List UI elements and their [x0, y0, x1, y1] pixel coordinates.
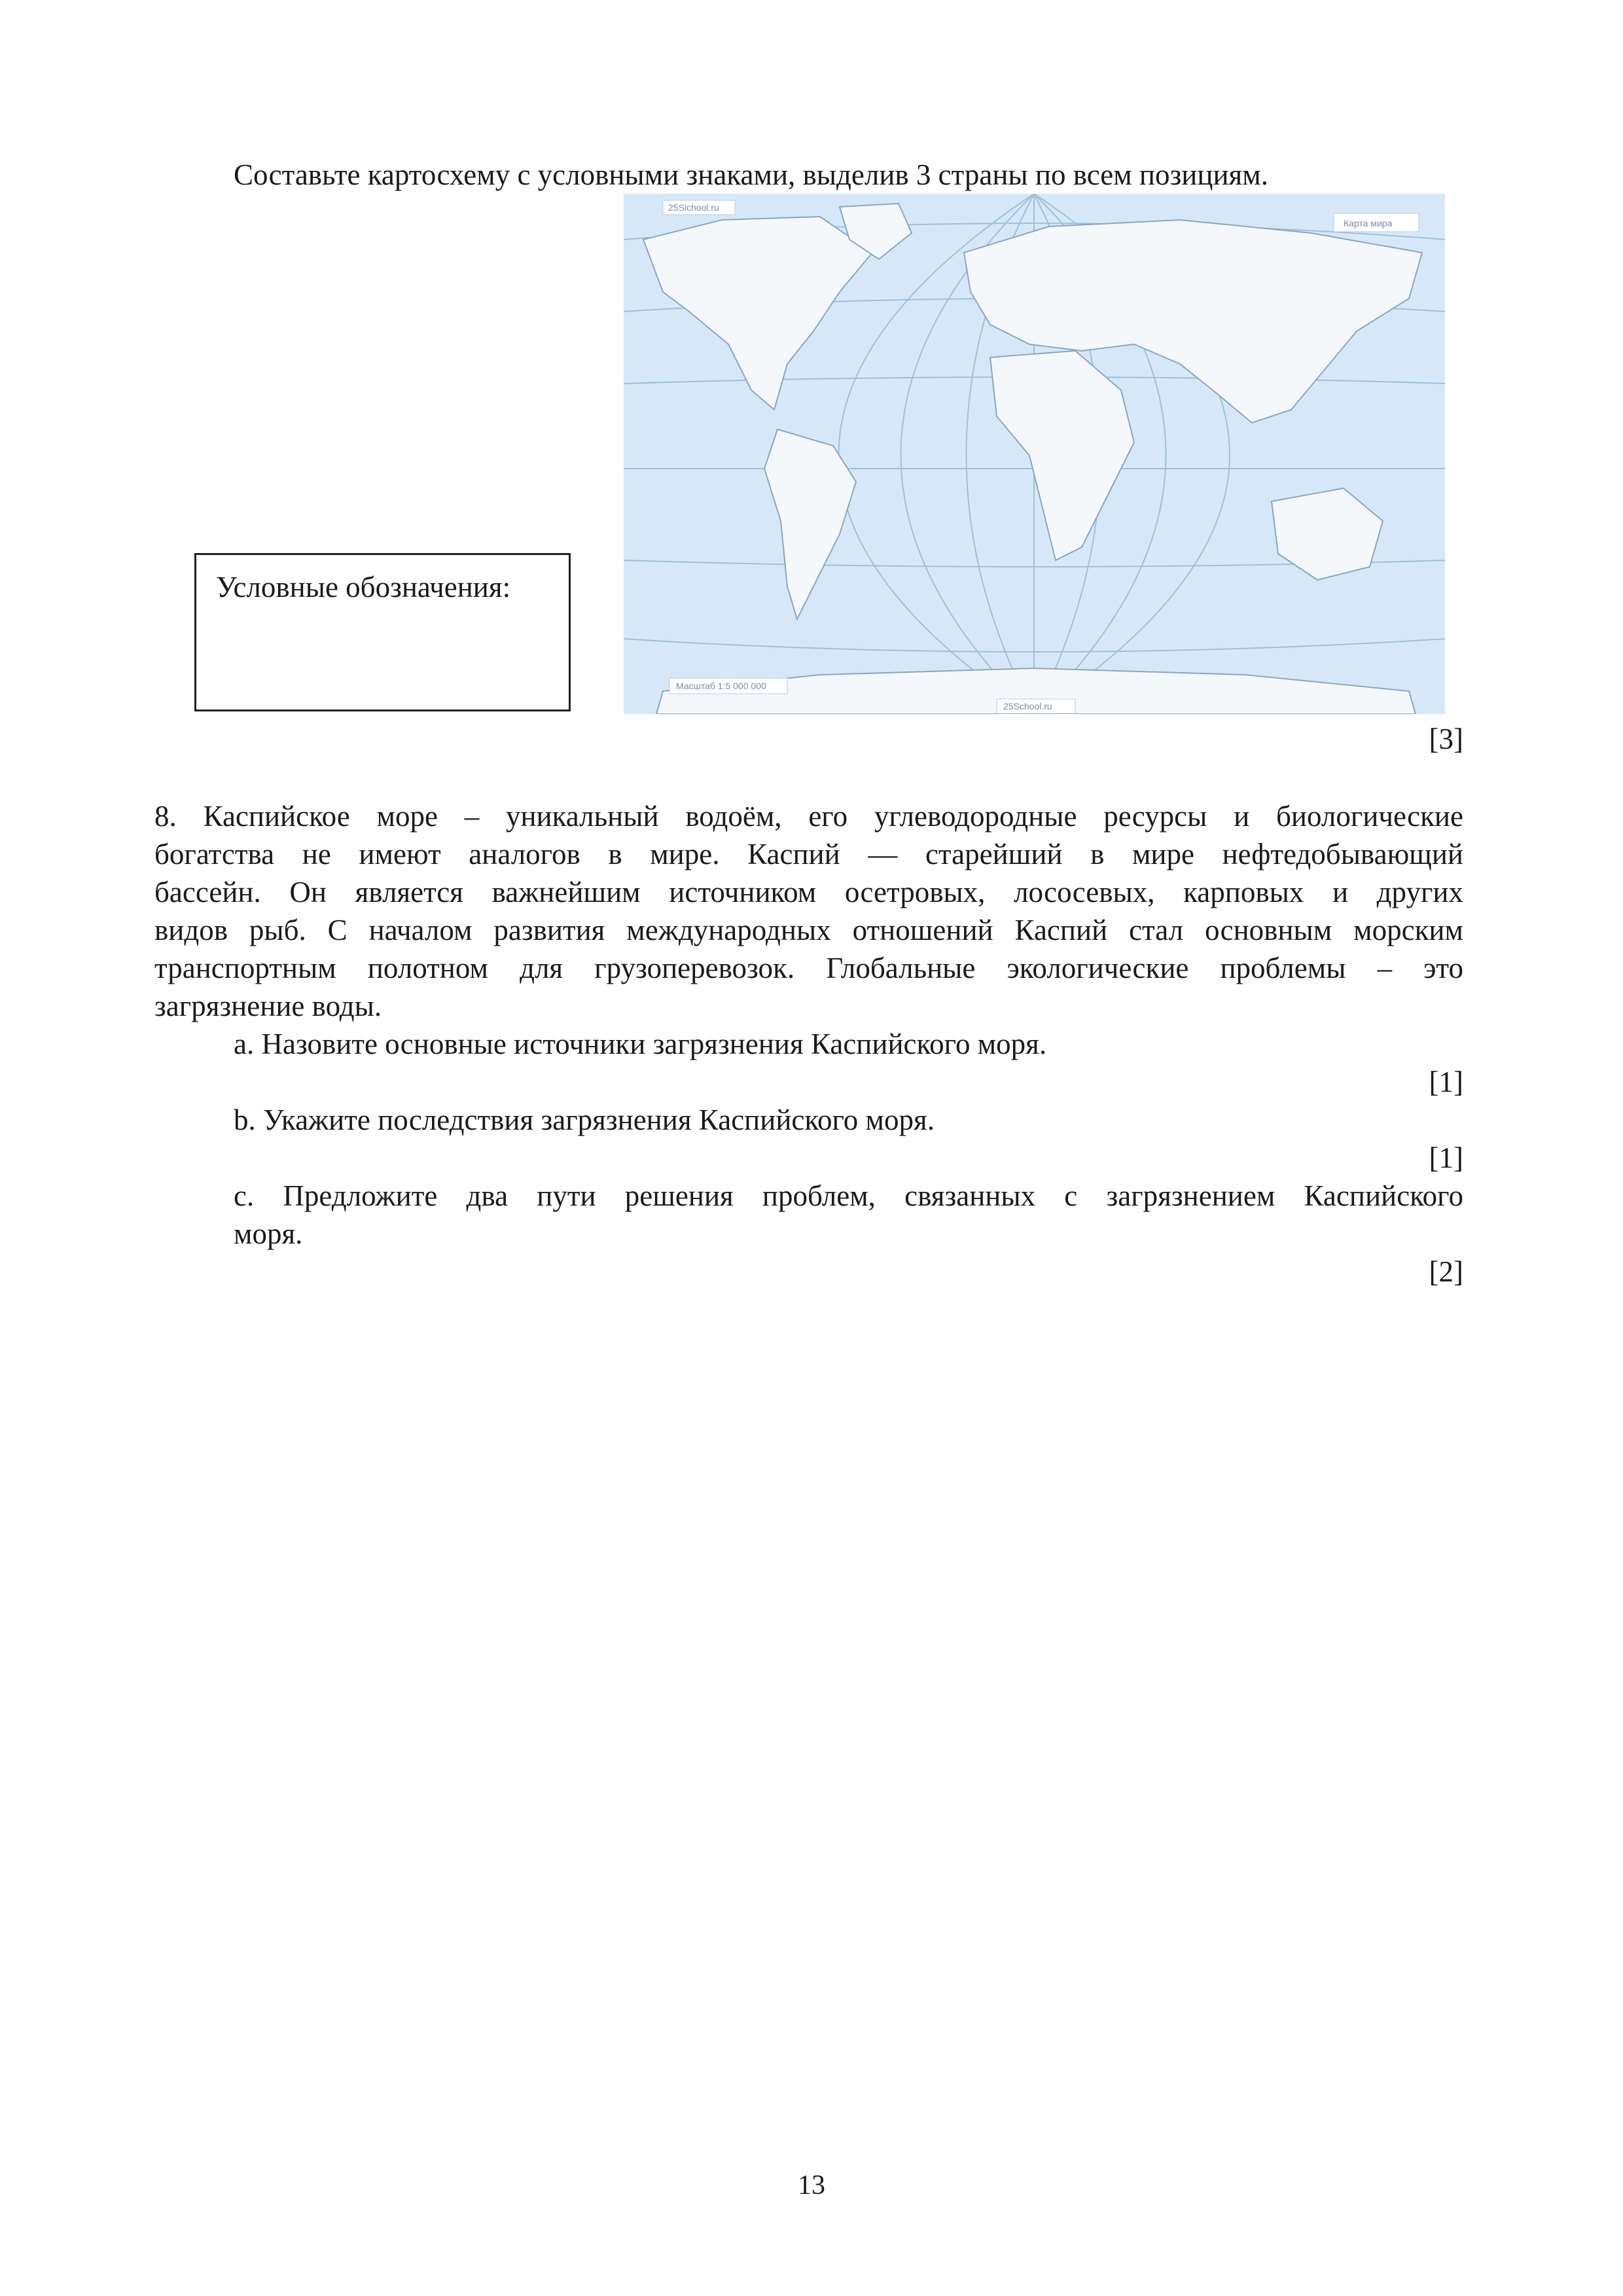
score-q8-a: [1] — [1429, 1066, 1463, 1098]
map-caption-bottom: 25School.ru — [1003, 701, 1052, 711]
q8-part-c-line-1: c. Предложите два пути решения проблем, связанных с загрязнением Каспийского — [234, 1179, 1463, 1212]
q8-line-3: бассейн. Он является важнейшим источником осетровых, лососевых, карповых и других — [154, 876, 1463, 908]
score-q8-b: [1] — [1429, 1141, 1463, 1174]
q8-line-5: транспортным полотном для грузоперевозок. Глобальные экологические проблемы – это — [154, 952, 1463, 984]
map-caption-scale: Масштаб 1:5 000 000 — [676, 681, 766, 691]
world-map — [624, 194, 1445, 714]
legend-title: Условные обозначения: — [216, 571, 511, 603]
q8-line-2: богатства не имеют аналогов в мире. Каспий — старейший в мире нефтедобывающий — [154, 838, 1463, 870]
task-intro: Составьте картосхему с условными знаками, выделив 3 страны по всем позициям. — [234, 158, 1268, 191]
page-number: 13 — [798, 2170, 825, 2200]
score-q8-c: [2] — [1429, 1255, 1463, 1288]
q8-part-a: a. Назовите основные источники загрязнения Каспийского моря. — [234, 1028, 1047, 1060]
q8-line-4: видов рыб. С началом развития международных отношений Каспий стал основным морским — [154, 914, 1463, 946]
legend-box — [194, 553, 571, 711]
q8-part-b: b. Укажите последствия загрязнения Каспийского моря. — [234, 1103, 935, 1136]
map-caption-top-left: 25Sichool.ru — [668, 202, 719, 213]
q8-part-c-line-2: моря. — [234, 1217, 303, 1250]
q8-line-1: 8. Каспийское море – уникальный водоём, его углеводородные ресурсы и биологические — [154, 800, 1463, 833]
map-caption-top-right: Карта мира — [1344, 218, 1393, 228]
score-map-task: [3] — [1429, 723, 1463, 755]
q8-line-6: загрязнение воды. — [154, 990, 382, 1022]
